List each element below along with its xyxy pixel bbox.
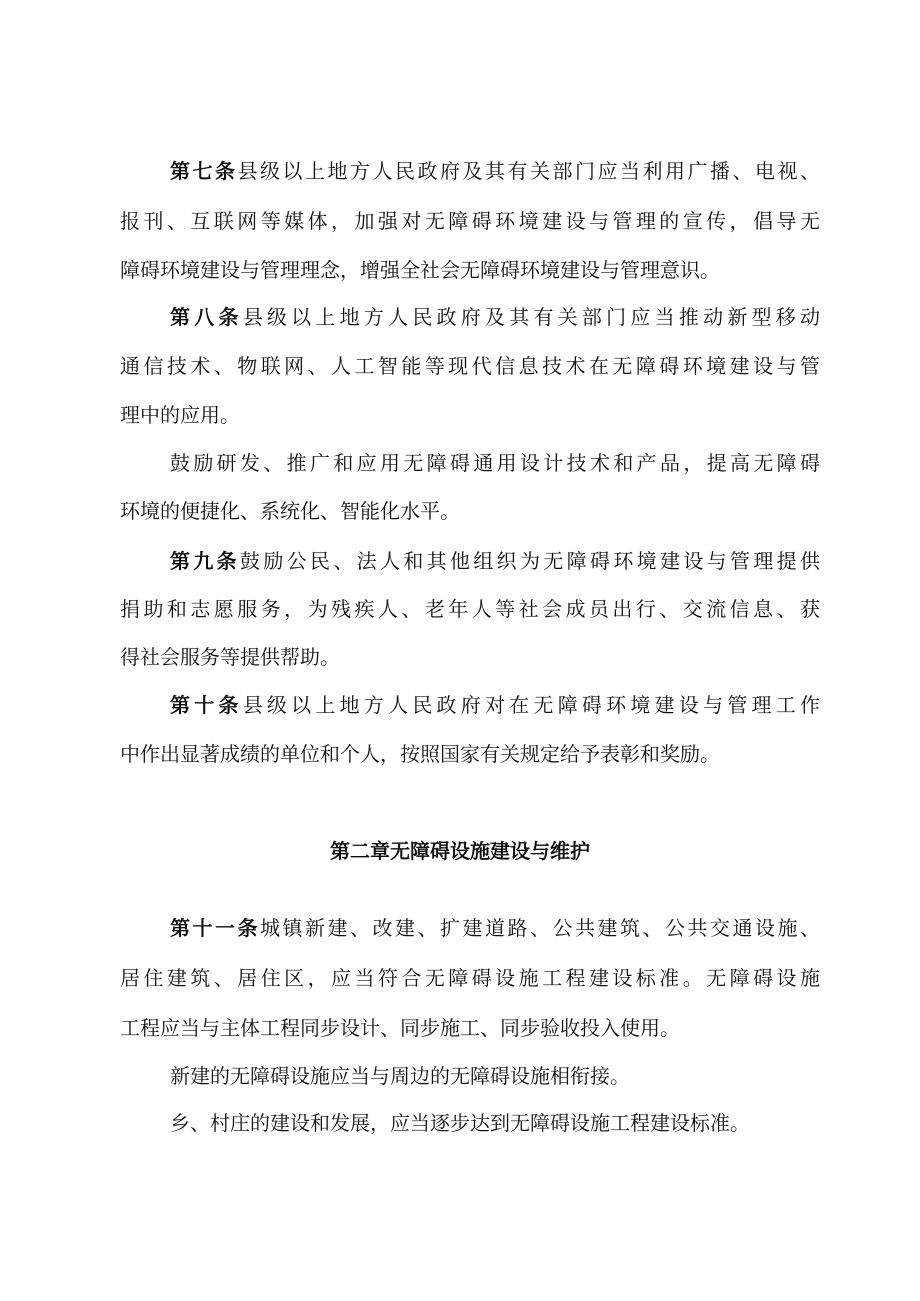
article-9-label: 第九条	[170, 549, 240, 573]
article-10-line-2: 中作出显著成绩的单位和个人，按照国家有关规定给予表彰和奖励。	[120, 742, 720, 766]
article-11-line-1: 第十一条城镇新建、改建、扩建道路、公共建筑、公共交通设施、	[170, 916, 820, 940]
article-11-label: 第十一条	[170, 916, 260, 940]
article-7-line-3: 障碍环境建设与管理理念，增强全社会无障碍环境建设与管理意识。	[120, 258, 720, 282]
article-8-para-2-line-2: 环境的便捷化、系统化、智能化水平。	[120, 499, 460, 523]
article-11-line-2: 居住建筑、居住区，应当符合无障碍设施工程建设标准。无障碍设施	[120, 966, 820, 990]
article-9-line-3: 得社会服务等提供帮助。	[120, 645, 340, 669]
article-7-line-2: 报刊、互联网等媒体，加强对无障碍环境建设与管理的宣传，倡导无	[120, 209, 820, 233]
article-7-label: 第七条	[170, 159, 238, 183]
article-11-line-3: 工程应当与主体工程同步设计、同步施工、同步验收投入使用。	[120, 1016, 680, 1040]
article-11-para-2: 新建的无障碍设施应当与周边的无障碍设施相衔接。	[170, 1064, 630, 1088]
article-8-line-3: 理中的应用。	[120, 403, 240, 427]
chapter-2-heading: 第二章无障碍设施建设与维护	[330, 839, 590, 863]
article-8-para-2-line-1: 鼓励研发、推广和应用无障碍通用设计技术和产品，提高无障碍	[170, 451, 820, 475]
article-10-label: 第十条	[170, 693, 243, 717]
article-8-line-2: 通信技术、物联网、人工智能等现代信息技术在无障碍环境建设与管	[120, 354, 820, 378]
article-7-line-1: 第七条县级以上地方人民政府及其有关部门应当利用广播、电视、	[170, 159, 820, 183]
article-9-line-2: 捐助和志愿服务，为残疾人、老年人等社会成员出行、交流信息、获	[120, 597, 820, 621]
article-9-line-1: 第九条鼓励公民、法人和其他组织为无障碍环境建设与管理提供	[170, 549, 820, 573]
article-8-label: 第八条	[170, 305, 243, 329]
article-10-line-1: 第十条县级以上地方人民政府对在无障碍环境建设与管理工作	[170, 693, 821, 717]
article-11-para-3: 乡、村庄的建设和发展，应当逐步达到无障碍设施工程建设标准。	[170, 1111, 750, 1135]
article-8-line-1: 第八条县级以上地方人民政府及其有关部门应当推动新型移动	[170, 305, 821, 329]
